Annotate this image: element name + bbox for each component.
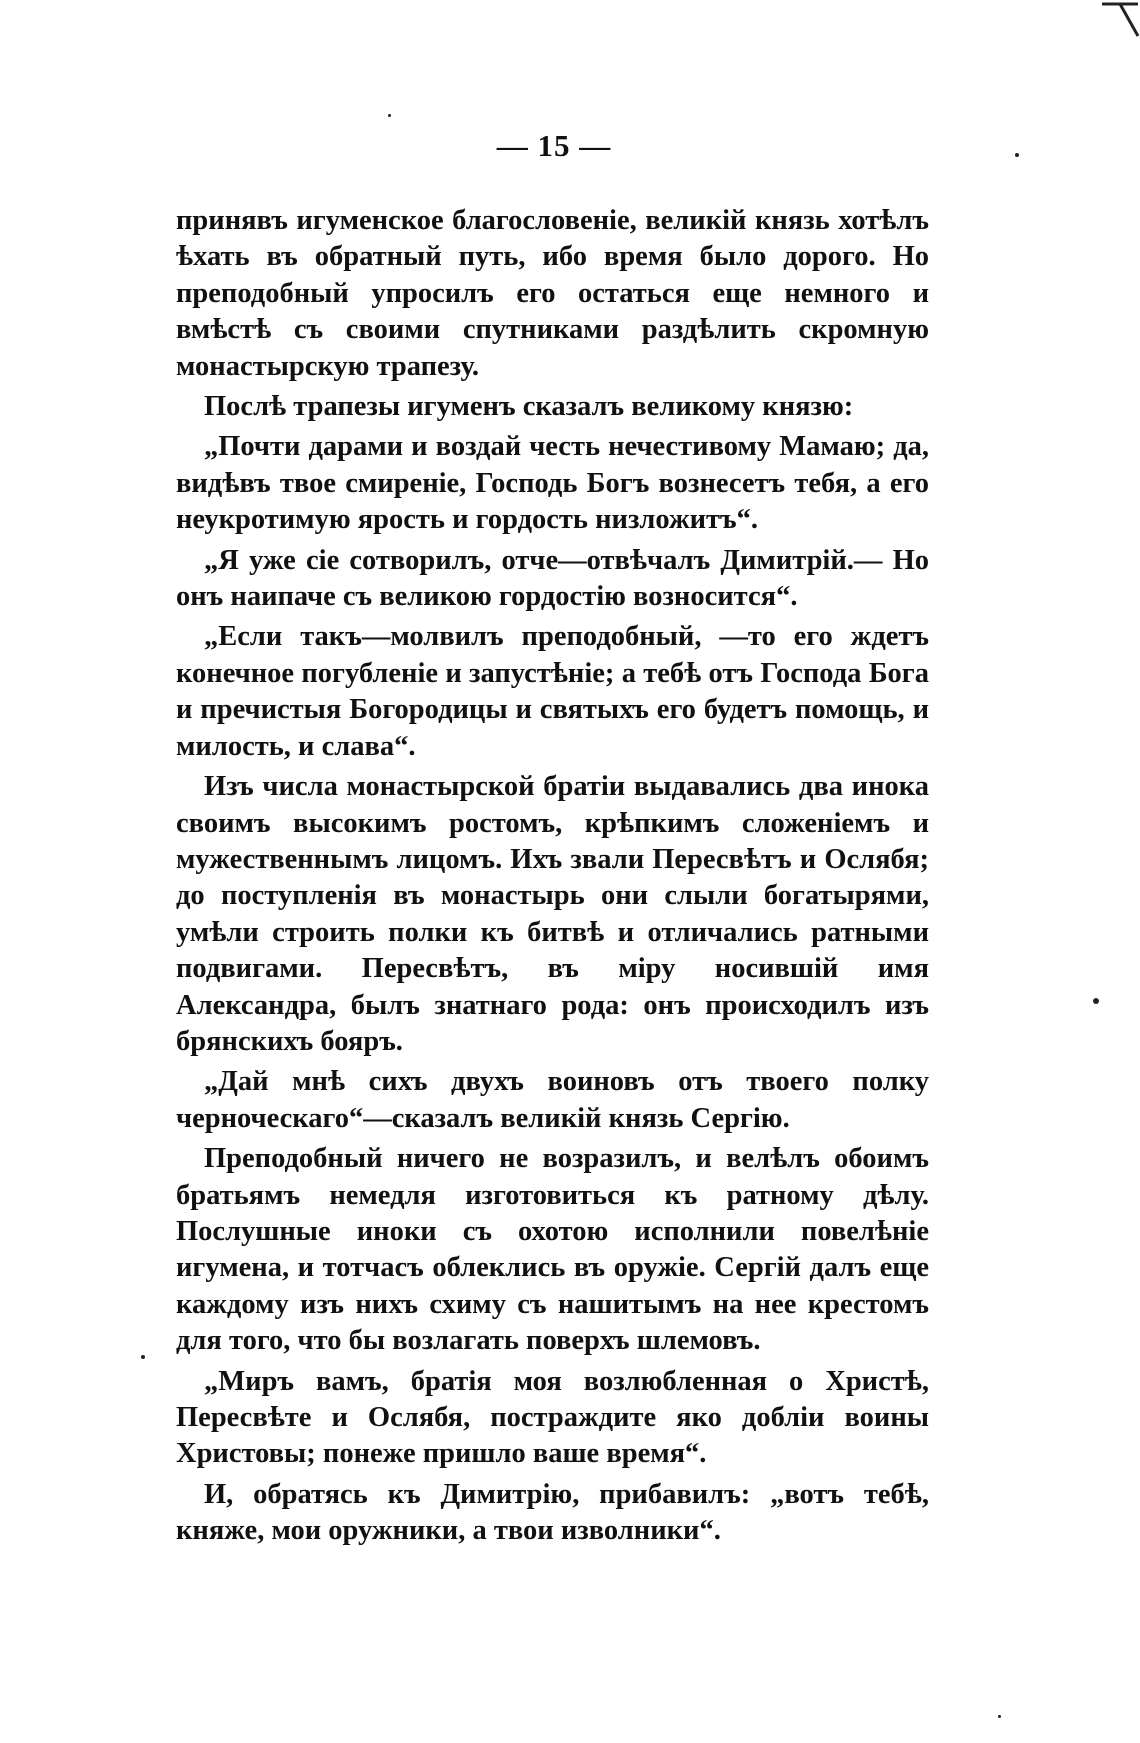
scan-speck bbox=[141, 1355, 145, 1359]
body-text bbox=[176, 203, 929, 1550]
paragraph-2: Послѣ трапезы игуменъ сказалъ великому князю: bbox=[204, 391, 854, 423]
paragraph-9: „Миръ вамъ, братія моя возлюбленная о Христѣ, Пересвѣте и Ослябя, постраждите яко добліи воины Христовы; понеже пришло ваше время“. bbox=[176, 1365, 929, 1470]
scan-speck bbox=[1015, 153, 1019, 157]
paragraph-3: „Почти дарами и воздай честь нечестивому Мамаю; да, видѣвъ твое смиреніе, Господь Богъ вознесетъ тебя, а его неукротимую ярость и гордость низложитъ“. bbox=[176, 431, 929, 536]
paragraph-6: Изъ числа монастырской братіи выдавались два инока своимъ высокимъ ростомъ, крѣпкимъ сложеніемъ и мужественнымъ лицомъ. Ихъ звали Пересвѣтъ и Ослябя; до поступленія въ монастырь они слыли богатырями, умѣли строить полки къ битвѣ и отличались ратными подвигами. Пересвѣтъ, въ міру носившій имя Александра, былъ знатнаго рода: онъ происходилъ изъ брянскихъ бояръ. bbox=[176, 771, 929, 1057]
paragraph-5: „Если такъ—молвилъ преподобный, —то его ждетъ конечное погубленіе и запустѣніе; а тебѣ отъ Господа Бога и пречистыя Богородицы и святыхъ его будетъ помощь, и милость, и слава“. bbox=[176, 621, 929, 762]
paragraph-10: И, обратясь къ Димитрію, прибавилъ: „вотъ тебѣ, княже, мои оружники, а твои изволники“. bbox=[176, 1478, 929, 1547]
scan-speck bbox=[998, 1715, 1001, 1718]
paragraph-4: „Я уже сіе сотворилъ, отче—отвѣчалъ Димитрій.— Но онъ наипаче съ великою гордостію возносится“. bbox=[176, 544, 929, 613]
page-number: — 15 — bbox=[496, 128, 612, 163]
paragraph-8: Преподобный ничего не возразилъ, и велѣлъ обоимъ братьямъ немедля изготовиться къ ратному дѣлу. Послушные иноки съ охотою исполнили повелѣніе игумена, и тотчасъ облеклись въ оружіе. Сергій далъ еще каждому изъ нихъ схиму съ нашитымъ на нее крестомъ для того, что бы возлагать поверхъ шлемовъ. bbox=[176, 1143, 929, 1357]
scan-speck bbox=[1093, 998, 1099, 1004]
page-corner-scan-mark bbox=[1100, 0, 1140, 40]
paragraph-7: „Дай мнѣ сихъ двухъ воиновъ отъ твоего полку черноческаго“—сказалъ великій князь Сергію. bbox=[176, 1066, 929, 1134]
scan-speck bbox=[388, 114, 391, 117]
paragraph-1: принявъ игуменское благословеніе, великій князь хотѣлъ ѣхать въ обратный путь, ибо время было дорого. Но преподобный упросилъ его остаться еще немного и вмѣстѣ съ своими спутниками раздѣлить скромную монастырскую трапезу. bbox=[176, 205, 929, 382]
